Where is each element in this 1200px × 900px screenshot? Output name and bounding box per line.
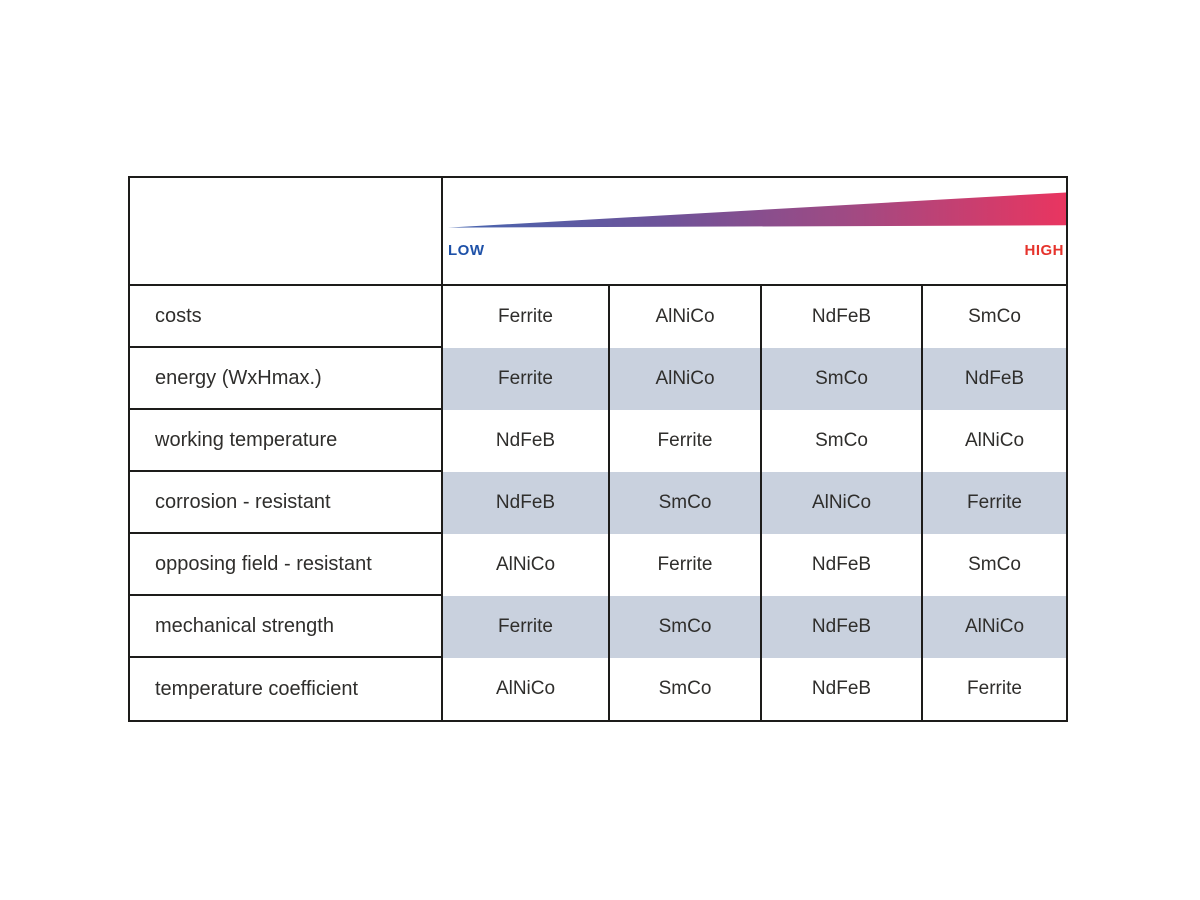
rank-cell: NdFeB (762, 596, 923, 658)
rank-cell: AlNiCo (923, 596, 1066, 658)
rank-cell: SmCo (968, 306, 1021, 327)
row-label: temperature coefficient (130, 658, 443, 720)
rank-cell: SmCo (968, 554, 1021, 575)
table-row (130, 596, 1066, 658)
rank-cell: Ferrite (610, 410, 762, 472)
rank-cell: Ferrite (443, 596, 610, 658)
rank-cell: Ferrite (610, 534, 762, 596)
corner-cell (130, 178, 443, 284)
rank-cell: Ferrite (923, 472, 1066, 534)
rank-cell: AlNiCo (964, 430, 1025, 451)
rank-cell: SmCo (610, 596, 762, 658)
gradient-wedge-icon (448, 192, 1066, 229)
row-label: costs (130, 286, 443, 348)
rank-cell: AlNiCo (443, 534, 610, 596)
rank-cell: SmCo (610, 658, 762, 720)
rank-cell: AlNiCo (610, 286, 762, 348)
rank-cell: NdFeB (923, 348, 1066, 410)
rank-cell: Ferrite (443, 286, 610, 348)
rank-cell: SmCo (610, 472, 762, 534)
table-row (130, 286, 1066, 348)
row-label: opposing field - resistant (130, 534, 443, 596)
rank-cell: AlNiCo (443, 658, 610, 720)
rank-cell: AlNiCo (762, 472, 923, 534)
rank-cell: SmCo (762, 410, 923, 472)
rank-cell: NdFeB (443, 410, 610, 472)
rank-cell: Ferrite (967, 678, 1022, 699)
rank-cell: NdFeB (762, 658, 923, 720)
high-label: HIGH (1024, 242, 1064, 259)
rank-cell: NdFeB (762, 534, 923, 596)
rank-cell: NdFeB (762, 286, 923, 348)
low-label: LOW (448, 242, 485, 259)
rank-cell: SmCo (762, 348, 923, 410)
table-row (130, 658, 1066, 720)
scale-labels (448, 242, 1066, 259)
row-label: mechanical strength (130, 596, 443, 658)
rank-cell: AlNiCo (610, 348, 762, 410)
table-row (130, 410, 1066, 472)
magnet-comparison-table (128, 176, 1068, 722)
row-label: energy (WxHmax.) (130, 348, 443, 410)
table-row (130, 348, 1066, 410)
scale-header-cell (443, 178, 1066, 284)
table-row (130, 534, 1066, 596)
table-row (130, 472, 1066, 534)
row-label: corrosion - resistant (130, 472, 443, 534)
rank-cell: Ferrite (443, 348, 610, 410)
table-header-row (130, 178, 1066, 286)
rank-cell: NdFeB (443, 472, 610, 534)
row-label: working temperature (130, 410, 443, 472)
